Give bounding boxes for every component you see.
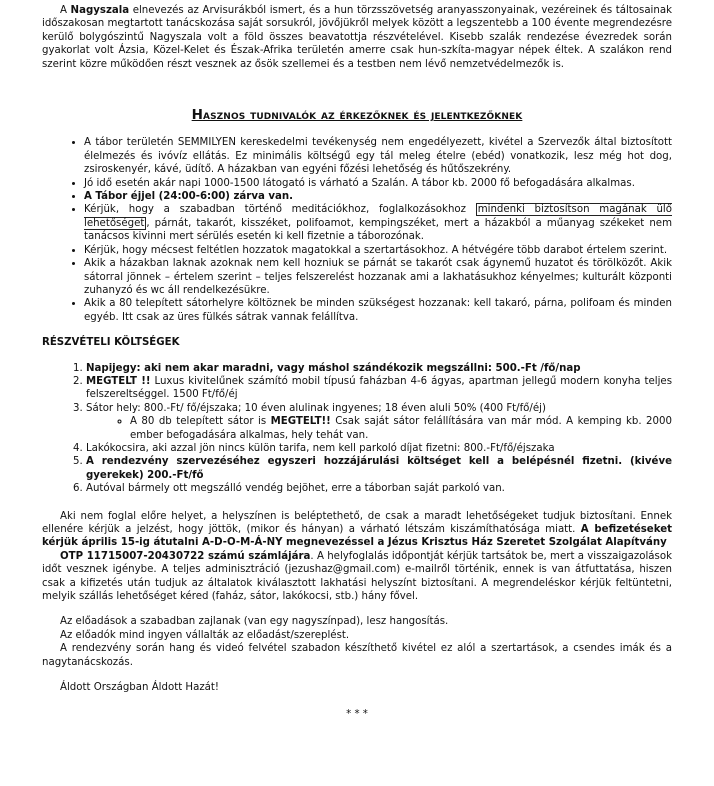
- payment-text: . A helyfoglalás időpontját kérjük tartsátok be, mert a visszaigazolások időt vesznek igénybe. A teljes adminisztráció (jezushaz@gmail.com) e-mailről történik, ennek is van átfuttatása, hiszen csak a kifizetés után tudjuk az általatok kiválasztott lakhatási helyszínt biztosítani. A megrendeléskor kérjük feltüntetni, melyik szállás lehetőséget kéred (faház, sátor, lakókocsi, stb.) hány fővel.: [42, 550, 672, 603]
- cost-contribution: A rendezvény szervezéséhez egyszeri hozzájárulási költséget kell a belépésnél fizetni. (kivéve gyerekek) 200.-Ft/fő: [86, 456, 672, 481]
- cost-item: 6. Autóval bármely ott megszálló vendég bejöhet, erre a táborban saját parkoló van.: [86, 482, 672, 495]
- bank-account-bold: OTP 11715007-20430722 számú számlájára: [60, 550, 311, 562]
- cost-text: Sátor hely: 800.-Ft/ fő/éjszaka; 10 éven alulinak ingyenes; 18 éven aluli 50% (400 Ft/fő/éj): [86, 402, 546, 414]
- bullet-item: [84, 203, 672, 243]
- closing-line: Az előadók mind ingyen vállalták az előadást/szereplést.: [60, 629, 350, 641]
- cost-text: Csak saját sátor felállítására van már mód. A kemping kb. 2000 ember befogadására alkalmas, hely tehát van.: [130, 416, 672, 441]
- payment-text: Aki nem foglal előre helyet, a helyszínen is beléptethető, de csak a maradt lehetőségeket tudjuk biztosítani. Ennek ellenére kérjük a jelzést, hogy jöttök, (mikor és hányan) a várható létszám kiszámíthatósága miatt.: [42, 510, 672, 535]
- bullet-item: • Kérjük, hogy mécsest feltétlen hozzatok magatokkal a szertartásokhoz. A hétvégére több darabot értelem szerint.: [84, 244, 672, 257]
- info-bullet-list: [42, 136, 672, 324]
- bullet-item: • A tábor területén SEMMILYEN kereskedelmi tevékenység nem engedélyezett, kivétel a Szervezők által biztosított élelmezés és ivóvíz ellátás. Ez minimális költségű egy tál meleg ételre (ebéd) vonatkozik, lesz még hot dog, zsiroskenyér, kávé, üdítő. A házakban van egyéni főzési lehetőség és hűtőszekrény.: [84, 136, 672, 176]
- bullet-item: • Jó idő esetén akár napi 1000-1500 látogató is várható a Szalán. A tábor kb. 2000 fő befogadására alkalmas.: [84, 177, 672, 190]
- payment-instruction-bold: A befizetéseket kérjük április 15-ig átutalni A-D-O-M-Á-NY megnevezéssel a Jézus Krisztus Ház Szeretet Szolgálat Alapítvány: [42, 524, 672, 549]
- blessing-line: Áldott Országban Áldott Hazát!: [60, 682, 220, 694]
- sold-out-label: MEGTELT!!: [270, 416, 331, 428]
- cost-text: A 80 db telepített sátor is: [130, 416, 271, 428]
- closing-line: Az előadások a szabadban zajlanak (van egy nagyszínpad), lesz hangosítás.: [60, 616, 449, 628]
- cost-day-ticket: Napijegy: aki nem akar maradni, vagy máshol szándékozik megszállni: 500.-Ft /fő/nap: [86, 362, 581, 374]
- cost-item: [86, 402, 672, 442]
- intro-paragraph: [42, 4, 672, 71]
- separator-stars: * * *: [346, 709, 368, 721]
- bullet-item: • Akik a 80 telepített sátorhelyre költöznek be minden szükségest hozzanak: kell takaró, párna, polifoam és minden egyéb. Itt csak az üres fülkés sátrak vannak felállítva.: [84, 297, 672, 324]
- bullet-text: , párnát, takarót, kisszéket, polifoamot, kempingszéket, mert a házakból a műanyag székeket nem tanácsos kivinni mert sérülés esetén ki kell fizetnie a táborozónak.: [84, 217, 672, 243]
- boxed-highlight: mindenki biztosítson magának ülő lehetőséget: [84, 204, 672, 229]
- cost-item: [86, 362, 672, 375]
- cost-text: Luxus kivitelűnek számító mobil típusú faházban 4-6 ágyas, apartman jellegű modern konyha teljes felszereltséggel. 1500 Ft/fő/éj: [86, 375, 673, 401]
- bullet-text: Kérjük, hogy a szabadban történő meditációkhoz, foglalkozásokhoz: [84, 204, 476, 216]
- closing-line: A rendezvény során hang és videó felvétel szabadon készíthető kivétel ez alól a szertartások, a csendes imák és a nagytanácskozás.: [42, 643, 672, 668]
- cost-sub-list: [86, 415, 672, 442]
- bullet-closed-hours: A Tábor éjjel (24:00-6:00) zárva van.: [84, 191, 294, 203]
- bullet-item: [84, 190, 672, 203]
- payment-paragraph: [42, 510, 672, 604]
- sold-out-label: MEGTELT !!: [86, 375, 151, 387]
- bullet-item: • Akik a házakban laknak azoknak nem kell hozniuk se párnát se takarót csak ágynemű huzatot és törölközőt. Akik sátorral jönnek – értelem szerint – teljes felszerelést hozzanak ami a lakhatásukhoz kényelmes; kulturált központi zuhanyzó és wc áll rendelkezésükre.: [84, 257, 672, 297]
- cost-sub-item: [130, 415, 672, 442]
- cost-item: [86, 375, 672, 402]
- intro-text-rest: elnevezés az Arvisurákból ismert, és a hun törzsszövetség aranyasszonyainak, vezéreinek és táltosainak időszakosan megtartott tanácskozása saját sorsukról, jövőjükről melyek között a legszentebb a 100 évente megrendezésre kerülő bolygószintű Nagyszala volt a föld összes beavatottja részvételével. Kisebb szalák rendezése évezredek során gyakorlat volt Ázsia, Közel-Kelet és Észak-Afrika területén amerre csak hun-szkíta-magyar népek éltek. A szalákon rend szerint közre működően részt vesznek az ősök szellemei és a testben nem lévő nemzetvédelmezők is.: [42, 5, 672, 70]
- cost-item: [86, 455, 672, 482]
- intro-nagyszala-bold: Nagyszala: [70, 5, 130, 16]
- costs-heading: RÉSZVÉTELI KÖLTSÉGEK: [42, 337, 180, 349]
- section-title: Hasznos tudnivalók az érkezőknek és jelentkezőknek: [191, 107, 523, 124]
- intro-text-start: A: [60, 5, 71, 16]
- costs-list: [42, 362, 672, 496]
- cost-item: 4. Lakókocsira, aki azzal jön nincs külön tarifa, nem kell parkoló díjat fizetni: 800.-Ft/fő/éjszaka: [86, 442, 672, 455]
